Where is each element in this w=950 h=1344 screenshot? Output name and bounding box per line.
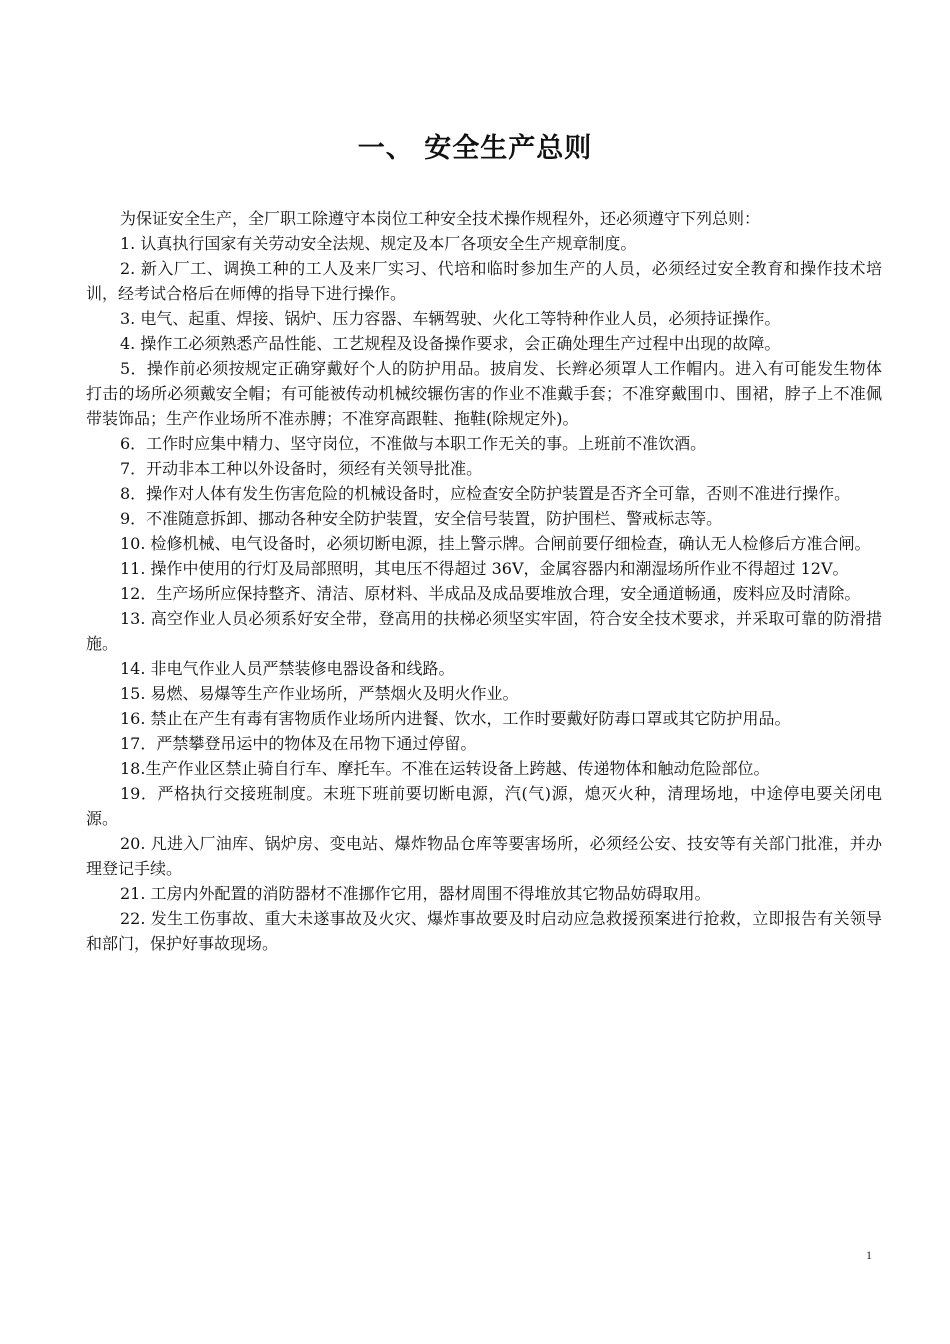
- rule-item: 10. 检修机械、电气设备时，必须切断电源，挂上警示牌。合闸前要仔细检查，确认无人检修后方准合闸。: [120, 534, 871, 553]
- rule-item: 18.生产作业区禁止骑自行车、摩托车。不准在运转设备上跨越、传递物体和触动危险部位。: [120, 759, 770, 778]
- rule-item: 14. 非电气作业人员严禁装修电器设备和线路。: [120, 659, 455, 678]
- rule-item: 15. 易燃、易爆等生产作业场所，严禁烟火及明火作业。: [120, 684, 519, 703]
- rule-item: 13. 高空作业人员必须系好安全带，登高用的扶梯必须坚实牢固，符合安全技术要求，并采取可靠的防滑措施。: [86, 609, 882, 653]
- rule-item: 8．操作对人体有发生伤害危险的机械设备时，应检查安全防护装置是否齐全可靠，否则不准进行操作。: [120, 484, 851, 503]
- rule-item: 4. 操作工必须熟悉产品性能、工艺规程及设备操作要求，会正确处理生产过程中出现的故障。: [120, 334, 781, 353]
- rule-item: 16. 禁止在产生有毒有害物质作业场所内进餐、饮水，工作时要戴好防毒口罩或其它防护用品。: [120, 709, 791, 728]
- page-number: 1: [866, 1248, 872, 1262]
- rule-item: 22. 发生工伤事故、重大未遂事故及火灾、爆炸事故要及时启动应急救援预案进行抢救，立即报告有关领导和部门，保护好事故现场。: [86, 909, 882, 953]
- rule-item: 3. 电气、起重、焊接、锅炉、压力容器、车辆驾驶、火化工等特种作业人员，必须持证操作。: [120, 309, 781, 328]
- rule-item: 11. 操作中使用的行灯及局部照明，其电压不得超过 36V，金属容器内和潮湿场所作业不得超过 12V。: [120, 559, 849, 578]
- rule-item: 9．不准随意拆卸、挪动各种安全防护装置，安全信号装置，防护围栏、警戒标志等。: [120, 509, 723, 528]
- rule-item: 5．操作前必须按规定正确穿戴好个人的防护用品。披肩发、长辫必须罩人工作帽内。进入有可能发生物体打击的场所必须戴安全帽；有可能被传动机械绞辗伤害的作业不准戴手套；不准穿戴围巾、围裙，脖子上不准佩带装饰品；生产作业场所不准赤膊；不准穿高跟鞋、拖鞋(除规定外)。: [86, 359, 882, 428]
- rule-item: 17．严禁攀登吊运中的物体及在吊物下通过停留。: [120, 734, 477, 753]
- rule-item: 1. 认真执行国家有关劳动安全法规、规定及本厂各项安全生产规章制度。: [120, 234, 637, 253]
- rule-item: 20. 凡进入厂油库、锅炉房、变电站、爆炸物品仓库等要害场所，必须经公安、技安等有关部门批准，并办理登记手续。: [86, 834, 882, 878]
- intro-paragraph: 为保证安全生产，全厂职工除遵守本岗位工种安全技术操作规程外，还必须遵守下列总则：: [120, 209, 761, 228]
- rule-item: 7．开动非本工种以外设备时，须经有关领导批准。: [120, 459, 483, 478]
- rule-item: 6．工作时应集中精力、坚守岗位，不准做与本职工作无关的事。上班前不准饮酒。: [120, 434, 707, 453]
- rule-item: 21. 工房内外配置的消防器材不准挪作它用，器材周围不得堆放其它物品妨碍取用。: [120, 884, 711, 903]
- document-body: [86, 206, 882, 956]
- rule-item: 19．严格执行交接班制度。末班下班前要切断电源，汽(气)源，熄灭火种，清理场地，中途停电要关闭电源。: [86, 784, 882, 828]
- page-title: 一、 安全生产总则: [357, 133, 593, 164]
- rule-item: 2. 新入厂工、调换工种的工人及来厂实习、代培和临时参加生产的人员，必须经过安全教育和操作技术培训，经考试合格后在师傅的指导下进行操作。: [86, 259, 882, 303]
- rule-item: 12．生产场所应保持整齐、清洁、原材料、半成品及成品要堆放合理，安全通道畅通，废料应及时清除。: [120, 584, 861, 603]
